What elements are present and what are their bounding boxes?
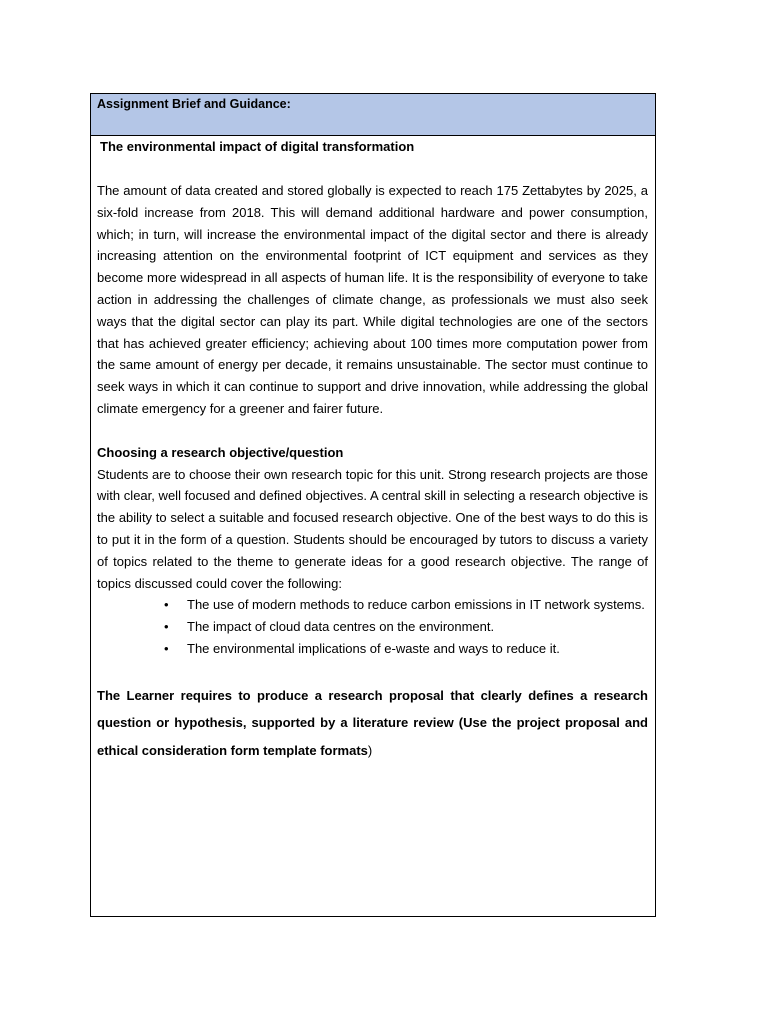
learner-requirement-tail: ) xyxy=(367,742,373,758)
list-item xyxy=(97,594,648,616)
spacer xyxy=(97,420,648,442)
research-paragraph: Students are to choose their own research topic for this unit. Strong research projects are those with clear, well focused and defined objectives. A central skill in selecting a research objective is the ability to select a suitable and focused research objective. One of the best ways to do this is to put it in the form of a question. Students should be encouraged by tutors to discuss a variety of topics related to the theme to generate ideas for a good research objective. The range of topics discussed could cover the following: xyxy=(97,466,648,591)
brief-subtitle: The environmental impact of digital transformation xyxy=(100,139,415,154)
brief-header-title: Assignment Brief and Guidance: xyxy=(97,97,291,111)
bullet-icon: • xyxy=(164,640,169,656)
list-item-text: The impact of cloud data centres on the environment. xyxy=(187,619,495,635)
bullet-icon: • xyxy=(164,597,169,613)
assignment-brief-table xyxy=(90,93,656,917)
brief-header-row xyxy=(91,94,655,136)
list-item xyxy=(97,638,648,660)
list-item-text: The use of modern methods to reduce carbon emissions in IT network systems. xyxy=(187,597,645,613)
topic-list xyxy=(97,594,648,659)
learner-requirement xyxy=(97,682,648,765)
bullet-icon: • xyxy=(164,619,169,635)
learner-requirement-text: The Learner requires to produce a research proposal that clearly defines a research question or hypothesis, supported by a literature review (Use the project proposal and ethical consideration form template formats xyxy=(97,687,648,758)
research-heading: Choosing a research objective/question xyxy=(97,444,344,460)
list-item xyxy=(97,616,648,638)
brief-content xyxy=(91,136,655,764)
intro-paragraph: The amount of data created and stored globally is expected to reach 175 Zettabytes by 2025, a six-fold increase from 2018. This will demand additional hardware and power consumption, which; in turn, will increase the environmental impact of the digital sector and there is already increasing attention on the environmental footprint of ICT equipment and services as they become more widespread in all aspects of human life. It is the responsibility of everyone to take action in addressing the challenges of climate change, as professionals we must also seek ways that the digital sector can play its part. While digital technologies are one of the sectors that has achieved greater efficiency; achieving about 100 times more computation power from the same amount of energy per decade, it remains unsustainable. The sector must continue to seek ways in which it can continue to support and drive innovation, while addressing the global climate emergency for a greener and fairer future. xyxy=(97,183,648,416)
spacer xyxy=(97,158,648,180)
spacer xyxy=(97,660,648,682)
list-item-text: The environmental implications of e-waste and ways to reduce it. xyxy=(187,640,560,656)
